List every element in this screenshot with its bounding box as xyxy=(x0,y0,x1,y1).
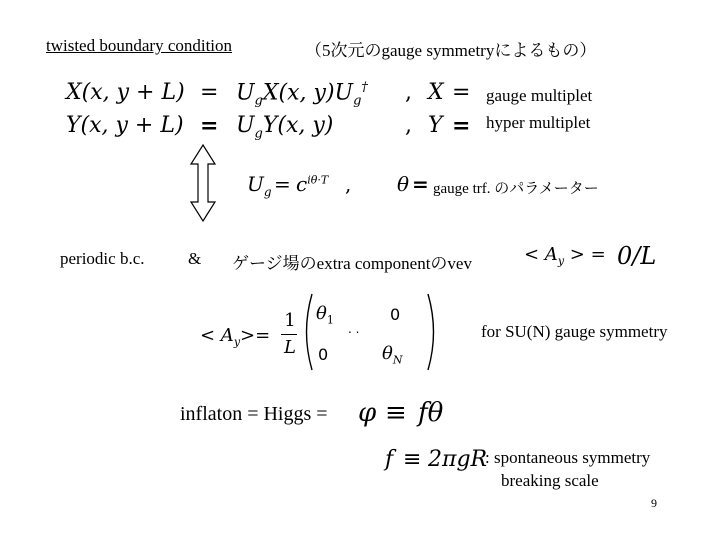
inflaton-text: inflaton = Higgs = xyxy=(180,403,328,425)
eq1-var-equals: = xyxy=(452,80,471,105)
eq1-desc: gauge multiplet xyxy=(486,86,593,105)
scale-rhs: 2πgR xyxy=(428,447,488,472)
inflaton-equiv: ≡ xyxy=(385,398,407,428)
vev-expression: < $A_y$ > = xyxy=(524,244,606,268)
eq1-var: X xyxy=(428,80,444,105)
matrix-theta1: $\theta_1$ xyxy=(316,303,334,327)
eq1-lhs: X(x, y + L) xyxy=(66,80,185,105)
su-n-note: for SU(N) gauge symmetry xyxy=(481,322,668,341)
eq3-equals: = xyxy=(274,172,291,196)
eq3-rhs: $c^{i\theta\cdot T}$ xyxy=(296,172,329,196)
scale-f: f xyxy=(385,447,394,472)
matrix-zero-bottom: 0 xyxy=(318,345,329,364)
eq3-comma: , xyxy=(345,172,352,196)
eq1-equals: = xyxy=(200,80,219,105)
matrix-lhs: < $A_y>=$ xyxy=(200,325,271,349)
eq1-rhs: $U_gX(x$, $y)U_g^\dagger$ xyxy=(236,80,368,109)
eq3-desc: gauge trf. のパラメーター xyxy=(433,181,599,197)
vev-value: 0/L xyxy=(617,242,657,270)
vev-description: ゲージ場のextra componentのvev xyxy=(232,254,472,273)
eq1-comma: , xyxy=(405,80,412,105)
section-title: twisted boundary condition xyxy=(46,36,233,55)
periodic-label: periodic b.c. xyxy=(60,249,145,268)
eq2-comma: , xyxy=(405,113,412,138)
matrix-dots: . . xyxy=(348,322,360,336)
section-note: （5次元のgauge symmetryによるもの） xyxy=(305,41,597,60)
eq2-rhs: $U_gY(x$, y) xyxy=(236,113,334,142)
frac-den: L xyxy=(284,337,296,358)
eq2-var-equals: = xyxy=(452,113,471,139)
eq2-var: Y xyxy=(428,113,443,138)
matrix-zero-top: 0 xyxy=(390,305,401,324)
scale-desc-1: : spontaneous symmetry xyxy=(485,448,651,467)
eq2-lhs: Y(x, y + L) xyxy=(66,113,184,138)
matrix-thetaN: $\theta_N$ xyxy=(382,343,403,367)
page-number: 9 xyxy=(651,496,657,510)
double-arrow-icon xyxy=(190,144,216,222)
eq3-theta: θ xyxy=(397,172,410,196)
eq2-equals: = xyxy=(200,113,219,139)
scale-equiv: ≡ xyxy=(403,447,422,472)
frac-bar xyxy=(281,334,297,335)
scale-desc-2: breaking scale xyxy=(501,471,599,490)
eq2-desc: hyper multiplet xyxy=(486,113,591,132)
inflaton-phi: φ xyxy=(358,398,377,428)
eq3-lhs: $U_g$ xyxy=(247,172,272,199)
inflaton-f-theta: fθ xyxy=(418,398,444,428)
eq3-theta-equals: = xyxy=(412,172,429,196)
ampersand: & xyxy=(188,249,202,268)
frac-num: 1 xyxy=(284,310,296,331)
